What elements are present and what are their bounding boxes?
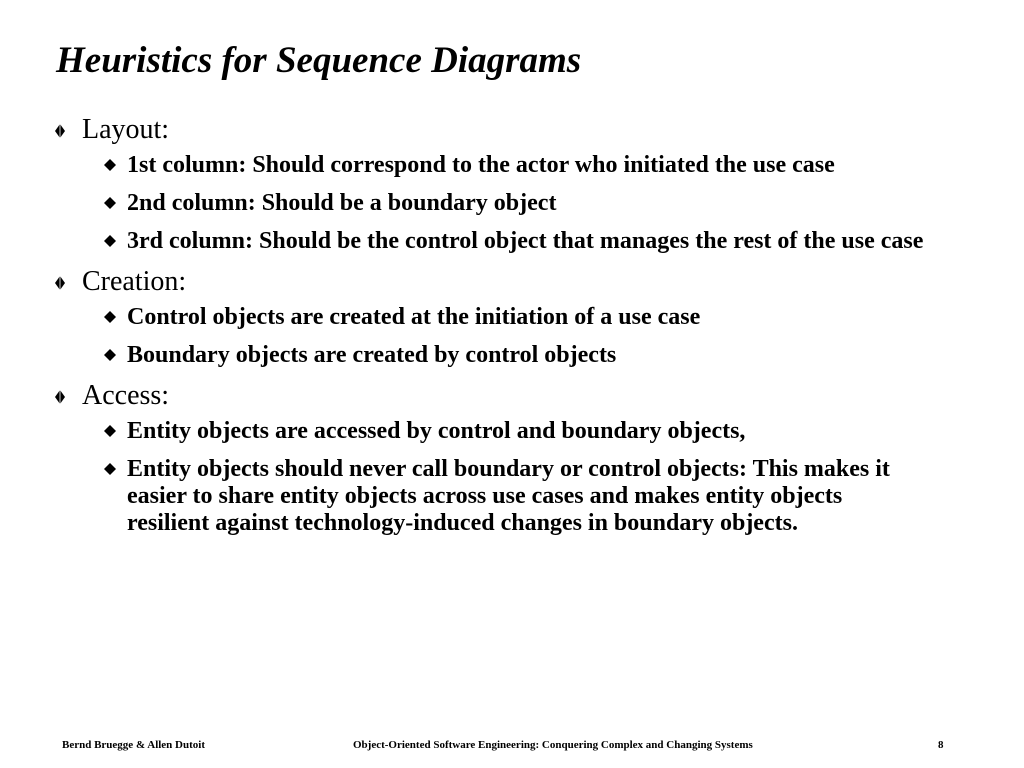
section-heading bbox=[0, 114, 1024, 146]
list-item bbox=[0, 418, 927, 445]
list-item bbox=[0, 456, 927, 537]
list-item-text: 3rd column: Should be the control object that manages the rest of the use case bbox=[127, 228, 924, 254]
list-item bbox=[0, 190, 927, 217]
list-item bbox=[0, 152, 927, 179]
diamond-bullet-icon bbox=[53, 389, 67, 405]
section-heading bbox=[0, 266, 1024, 298]
bullet-list bbox=[0, 114, 1024, 548]
diamond-bullet-icon bbox=[104, 463, 116, 475]
list-item bbox=[0, 342, 927, 369]
list-item-text: Control objects are created at the initiation of a use case bbox=[127, 304, 701, 330]
list-item-text: 1st column: Should correspond to the actor who initiated the use case bbox=[127, 152, 835, 178]
diamond-bullet-icon bbox=[104, 349, 116, 361]
list-item-text: Entity objects are accessed by control and boundary objects, bbox=[127, 418, 746, 444]
list-item bbox=[0, 228, 927, 255]
section-creation bbox=[0, 266, 1024, 369]
footer-page-number: 8 bbox=[938, 739, 944, 751]
footer-book-title: Object-Oriented Software Engineering: Conquering Complex and Changing Systems bbox=[353, 739, 753, 751]
section-label: Access: bbox=[82, 380, 170, 411]
diamond-bullet-icon bbox=[104, 159, 116, 171]
list-item-text: 2nd column: Should be a boundary object bbox=[127, 190, 557, 216]
list-item-text: Entity objects should never call boundary or control objects: This makes it easier to share entity objects across use cases and makes entity objects resilient against technology-induced changes in boundary objects. bbox=[127, 456, 890, 536]
diamond-bullet-icon bbox=[104, 235, 116, 247]
footer-authors: Bernd Bruegge & Allen Dutoit bbox=[62, 739, 205, 751]
diamond-bullet-icon bbox=[53, 275, 67, 291]
section-label: Creation: bbox=[82, 266, 187, 297]
slide-title: Heuristics for Sequence Diagrams bbox=[56, 40, 582, 81]
list-item bbox=[0, 304, 927, 331]
diamond-bullet-icon bbox=[104, 425, 116, 437]
diamond-bullet-icon bbox=[104, 311, 116, 323]
section-layout bbox=[0, 114, 1024, 255]
section-label: Layout: bbox=[82, 114, 170, 145]
section-heading bbox=[0, 380, 1024, 412]
slide-footer bbox=[0, 737, 1024, 753]
section-access bbox=[0, 380, 1024, 537]
diamond-bullet-icon bbox=[53, 123, 67, 139]
diamond-bullet-icon bbox=[104, 197, 116, 209]
list-item-text: Boundary objects are created by control objects bbox=[127, 342, 617, 368]
